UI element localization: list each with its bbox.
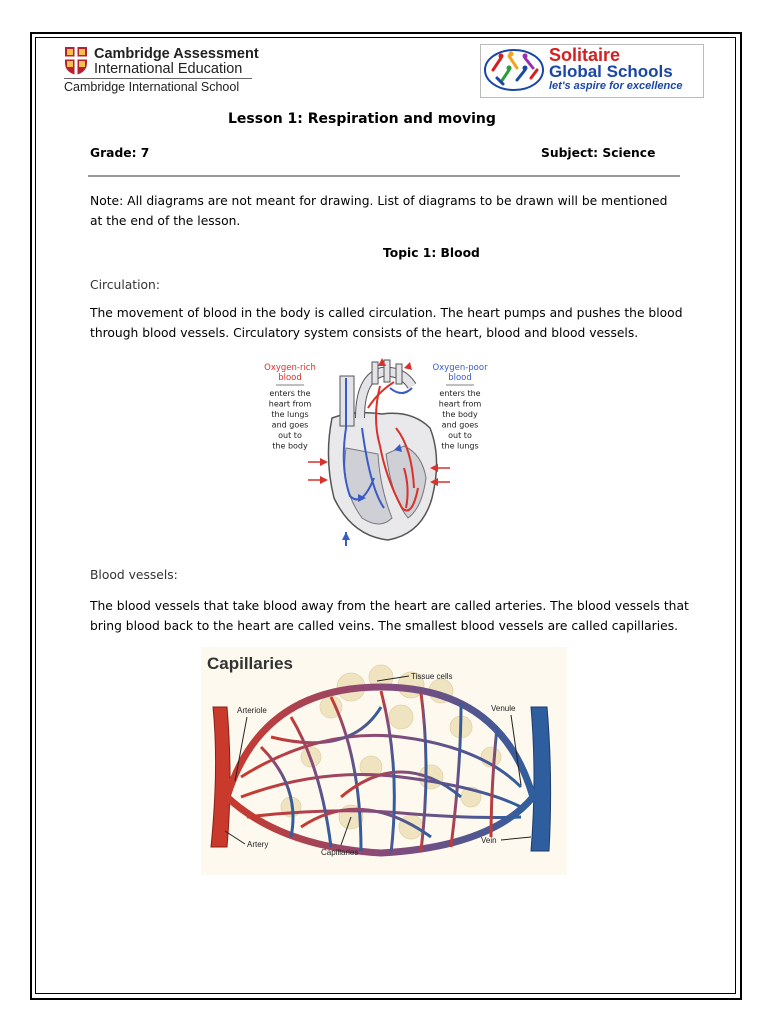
capillaries-title: Capillaries: [207, 654, 293, 673]
note-paragraph: [90, 191, 667, 231]
left_desc-line: the body: [272, 441, 308, 451]
vein-label: Vein: [481, 836, 497, 845]
note-line-2: at the end of the lesson.: [90, 214, 241, 228]
cambridge-line1: Cambridge Assessment: [94, 46, 259, 62]
solitaire-line1: Solitaire: [549, 45, 621, 65]
left_desc-line: enters the: [269, 389, 311, 398]
oxygen-poor-label-2: blood: [448, 373, 472, 383]
right_desc-line: out to: [448, 431, 472, 440]
cambridge-divider: [64, 78, 252, 79]
blood-vessels-line-2: bring blood back to the heart are called veins. The smallest blood vessels are called capillaries.: [90, 619, 679, 633]
cambridge-line3: Cambridge International School: [64, 80, 240, 94]
note-line-1: Note: All diagrams are not meant for drawing. List of diagrams to be drawn will be mentioned: [90, 194, 668, 208]
left_desc-line: heart from: [268, 399, 312, 409]
circulation-heading: Circulation:: [90, 278, 160, 292]
cambridge-shield-icon: [64, 46, 88, 76]
solitaire-line2: Global Schools: [549, 62, 673, 81]
venule-label: Venule: [491, 704, 516, 713]
cambridge-line2: International Education: [94, 61, 243, 77]
oxygen-rich-label-2: blood: [278, 373, 302, 383]
circulation-line-1: The movement of blood in the body is called circulation. The heart pumps and pushes the blood: [90, 306, 683, 320]
heart-diagram: [262, 358, 496, 548]
capillaries-diagram: [201, 647, 567, 875]
subject-label: Subject: Science: [541, 146, 656, 160]
solitaire-logo: [480, 44, 704, 98]
blood-vessels-paragraph: [90, 596, 689, 636]
left_desc-line: out to: [278, 431, 302, 440]
header-divider: [88, 175, 680, 177]
right_desc-line: the lungs: [441, 441, 479, 451]
arteriole-label: Arteriole: [237, 706, 267, 715]
blood-vessels-line-1: The blood vessels that take blood away from the heart are called arteries. The blood vessels that: [90, 599, 689, 613]
solitaire-line3: let's aspire for excellence: [549, 80, 683, 92]
grade-label: Grade: 7: [90, 146, 150, 160]
oxygen-poor-label-1: Oxygen-poor: [432, 363, 488, 373]
artery-label: Artery: [247, 840, 269, 849]
solitaire-people-circle-icon: [483, 48, 545, 92]
left_desc-line: the lungs: [271, 410, 309, 419]
circulation-paragraph: [90, 303, 683, 343]
circulation-line-2: through blood vessels. Circulatory system consists of the heart, blood and blood vessels.: [90, 326, 639, 340]
topic-heading: Topic 1: Blood: [383, 246, 480, 260]
right_desc-line: and goes: [441, 420, 479, 430]
right_desc-line: the body: [442, 410, 478, 419]
tissue-cells-label: Tissue cells: [411, 672, 453, 681]
right_desc-line: enters the: [439, 389, 481, 398]
lesson-title: Lesson 1: Respiration and moving: [228, 111, 496, 127]
blood-vessels-heading: Blood vessels:: [90, 568, 178, 582]
cambridge-logo: [64, 46, 264, 96]
oxygen-rich-label-1: Oxygen-rich: [264, 363, 316, 373]
right_desc-line: heart from: [438, 399, 482, 409]
capillaries-label: Capillaries: [321, 848, 359, 857]
left_desc-line: and goes: [271, 420, 309, 430]
